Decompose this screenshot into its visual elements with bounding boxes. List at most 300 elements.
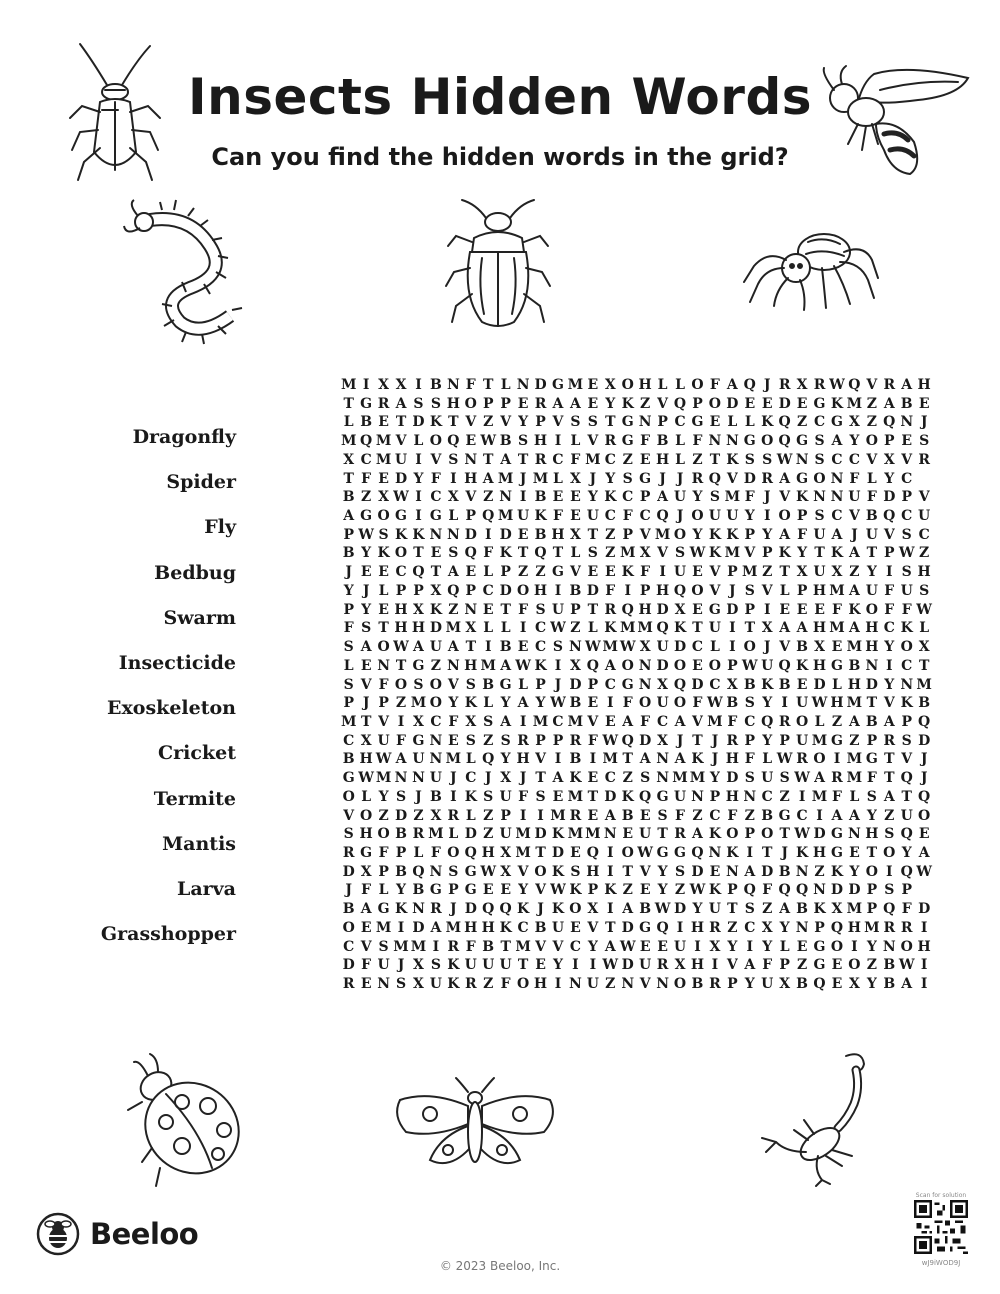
grid-letter[interactable]: S: [674, 545, 686, 562]
grid-letter[interactable]: J: [397, 957, 405, 974]
grid-letter[interactable]: O: [691, 377, 704, 393]
grid-letter[interactable]: L: [919, 620, 930, 637]
grid-letter[interactable]: G: [813, 957, 826, 974]
grid-letter[interactable]: N: [638, 657, 652, 674]
grid-letter[interactable]: O: [761, 826, 774, 843]
grid-letter[interactable]: N: [638, 676, 652, 693]
grid-letter[interactable]: X: [500, 863, 512, 880]
grid-letter[interactable]: R: [883, 919, 896, 936]
grid-letter[interactable]: A: [848, 545, 860, 562]
grid-letter[interactable]: X: [587, 901, 599, 918]
grid-letter[interactable]: R: [342, 976, 355, 992]
grid-letter[interactable]: H: [865, 826, 879, 843]
grid-letter[interactable]: W: [619, 938, 636, 955]
grid-letter[interactable]: M: [689, 770, 706, 787]
grid-letter[interactable]: K: [499, 919, 512, 936]
grid-letter[interactable]: H: [481, 919, 495, 936]
grid-letter[interactable]: C: [744, 919, 756, 936]
grid-letter[interactable]: Y: [692, 489, 703, 506]
grid-letter[interactable]: N: [429, 751, 443, 768]
grid-letter[interactable]: Y: [797, 545, 808, 562]
grid-letter[interactable]: X: [430, 582, 442, 599]
grid-letter[interactable]: O: [865, 601, 878, 618]
grid-letter[interactable]: I: [415, 508, 422, 525]
grid-letter[interactable]: I: [624, 582, 631, 599]
grid-letter[interactable]: X: [413, 976, 424, 992]
grid-letter[interactable]: A: [901, 377, 913, 393]
grid-letter[interactable]: F: [692, 433, 703, 450]
grid-letter[interactable]: E: [918, 826, 930, 843]
grid-letter[interactable]: T: [413, 545, 424, 562]
grid-letter[interactable]: P: [639, 489, 651, 506]
grid-letter[interactable]: W: [916, 601, 933, 618]
grid-letter[interactable]: X: [814, 639, 825, 656]
grid-letter[interactable]: V: [657, 395, 669, 412]
grid-letter[interactable]: P: [552, 732, 564, 749]
grid-letter[interactable]: E: [360, 657, 372, 674]
grid-letter[interactable]: D: [464, 901, 477, 918]
grid-letter[interactable]: I: [607, 901, 614, 918]
grid-letter[interactable]: H: [638, 601, 652, 618]
grid-letter[interactable]: G: [360, 395, 373, 412]
grid-letter[interactable]: A: [622, 901, 634, 918]
grid-letter[interactable]: B: [482, 676, 495, 693]
grid-letter[interactable]: F: [901, 601, 912, 618]
grid-letter[interactable]: E: [814, 601, 825, 618]
grid-letter[interactable]: G: [621, 676, 634, 693]
grid-letter[interactable]: P: [587, 676, 599, 693]
grid-letter[interactable]: H: [411, 620, 426, 637]
grid-letter[interactable]: J: [920, 414, 928, 431]
grid-letter[interactable]: F: [518, 788, 529, 805]
grid-letter[interactable]: U: [761, 770, 774, 787]
grid-letter[interactable]: F: [465, 377, 476, 393]
grid-letter[interactable]: S: [674, 863, 686, 880]
grid-letter[interactable]: Y: [884, 470, 895, 487]
grid-letter[interactable]: E: [604, 713, 616, 730]
grid-letter[interactable]: R: [517, 732, 529, 749]
grid-letter[interactable]: A: [831, 526, 843, 543]
grid-letter[interactable]: E: [796, 938, 808, 955]
grid-letter[interactable]: Z: [483, 826, 494, 843]
grid-letter[interactable]: L: [553, 470, 563, 487]
grid-letter[interactable]: R: [447, 807, 460, 824]
grid-letter[interactable]: Z: [762, 564, 773, 581]
grid-letter[interactable]: V: [692, 713, 703, 730]
grid-letter[interactable]: Y: [343, 582, 354, 599]
grid-letter[interactable]: A: [814, 770, 825, 787]
grid-letter[interactable]: N: [656, 976, 669, 992]
grid-letter[interactable]: L: [849, 788, 860, 805]
grid-letter[interactable]: Z: [866, 414, 877, 431]
grid-letter[interactable]: E: [639, 882, 651, 899]
grid-letter[interactable]: M: [340, 377, 357, 393]
grid-letter[interactable]: K: [778, 545, 791, 562]
grid-letter[interactable]: A: [883, 395, 895, 412]
grid-letter[interactable]: X: [657, 676, 669, 693]
grid-letter[interactable]: E: [378, 564, 389, 581]
grid-letter[interactable]: G: [342, 770, 355, 787]
grid-letter[interactable]: I: [415, 377, 422, 393]
grid-letter[interactable]: S: [430, 395, 441, 412]
grid-letter[interactable]: V: [779, 489, 791, 506]
grid-letter[interactable]: C: [430, 713, 442, 730]
grid-letter[interactable]: D: [412, 919, 425, 936]
grid-letter[interactable]: Z: [674, 882, 686, 899]
grid-letter[interactable]: P: [884, 545, 895, 562]
grid-letter[interactable]: H: [586, 863, 600, 880]
grid-letter[interactable]: L: [587, 620, 598, 637]
grid-letter[interactable]: A: [796, 620, 808, 637]
grid-letter[interactable]: I: [589, 957, 597, 974]
grid-letter[interactable]: K: [447, 976, 460, 992]
grid-letter[interactable]: H: [830, 695, 844, 712]
grid-letter[interactable]: H: [725, 788, 739, 805]
grid-letter[interactable]: O: [778, 508, 791, 525]
grid-letter[interactable]: T: [483, 451, 494, 468]
grid-letter[interactable]: O: [639, 695, 652, 712]
grid-letter[interactable]: E: [587, 695, 599, 712]
grid-letter[interactable]: Y: [884, 639, 895, 656]
grid-letter[interactable]: S: [814, 508, 825, 525]
grid-letter[interactable]: D: [673, 901, 687, 918]
grid-letter[interactable]: Q: [778, 414, 791, 431]
grid-letter[interactable]: T: [587, 601, 599, 618]
grid-letter[interactable]: V: [761, 582, 773, 599]
grid-letter[interactable]: D: [551, 844, 565, 861]
grid-letter[interactable]: P: [639, 582, 651, 599]
grid-letter[interactable]: G: [639, 919, 652, 936]
grid-letter[interactable]: Q: [586, 844, 599, 861]
grid-letter[interactable]: Q: [639, 788, 652, 805]
grid-letter[interactable]: Y: [849, 863, 860, 880]
grid-letter[interactable]: P: [343, 526, 354, 543]
grid-letter[interactable]: N: [377, 976, 390, 992]
grid-letter[interactable]: U: [708, 620, 722, 637]
grid-letter[interactable]: K: [848, 601, 861, 618]
grid-letter[interactable]: I: [833, 751, 841, 768]
grid-letter[interactable]: J: [763, 377, 771, 393]
grid-letter[interactable]: X: [796, 377, 808, 393]
grid-letter[interactable]: N: [429, 526, 443, 543]
grid-letter[interactable]: C: [569, 938, 581, 955]
grid-letter[interactable]: X: [413, 957, 424, 974]
grid-letter[interactable]: I: [851, 938, 858, 955]
grid-letter[interactable]: R: [883, 377, 896, 393]
grid-letter[interactable]: I: [920, 957, 928, 974]
grid-letter[interactable]: T: [395, 414, 407, 431]
grid-letter[interactable]: P: [395, 844, 407, 861]
grid-letter[interactable]: S: [744, 901, 755, 918]
grid-letter[interactable]: B: [796, 639, 809, 656]
grid-letter[interactable]: S: [413, 676, 424, 693]
grid-letter[interactable]: E: [360, 919, 372, 936]
grid-letter[interactable]: B: [360, 414, 373, 431]
grid-letter[interactable]: Z: [796, 957, 808, 974]
grid-letter[interactable]: V: [378, 713, 390, 730]
grid-letter[interactable]: X: [343, 451, 355, 468]
grid-letter[interactable]: K: [499, 545, 512, 562]
grid-letter[interactable]: G: [830, 826, 843, 843]
grid-letter[interactable]: X: [657, 732, 669, 749]
grid-letter[interactable]: V: [883, 526, 895, 543]
grid-letter[interactable]: V: [726, 470, 738, 487]
grid-letter[interactable]: I: [537, 807, 544, 824]
grid-letter[interactable]: L: [709, 639, 720, 656]
grid-letter[interactable]: O: [621, 377, 634, 393]
grid-letter[interactable]: C: [604, 508, 616, 525]
grid-letter[interactable]: E: [692, 564, 703, 581]
grid-letter[interactable]: F: [552, 508, 563, 525]
grid-letter[interactable]: V: [535, 751, 546, 768]
grid-letter[interactable]: V: [639, 526, 651, 543]
grid-letter[interactable]: V: [569, 564, 581, 581]
grid-letter[interactable]: D: [621, 919, 634, 936]
grid-letter[interactable]: J: [362, 582, 370, 599]
grid-letter[interactable]: I: [554, 582, 562, 599]
grid-letter[interactable]: H: [446, 395, 460, 412]
grid-letter[interactable]: Y: [901, 844, 912, 861]
grid-letter[interactable]: B: [482, 938, 495, 955]
grid-letter[interactable]: H: [847, 919, 862, 936]
grid-letter[interactable]: M: [445, 620, 462, 637]
grid-letter[interactable]: H: [464, 657, 478, 674]
grid-letter[interactable]: I: [432, 938, 440, 955]
grid-letter[interactable]: B: [761, 807, 774, 824]
grid-letter[interactable]: Q: [918, 713, 931, 730]
grid-letter[interactable]: A: [726, 377, 738, 393]
grid-letter[interactable]: Y: [692, 526, 703, 543]
grid-letter[interactable]: Q: [778, 657, 791, 674]
grid-letter[interactable]: U: [412, 751, 425, 768]
grid-letter[interactable]: N: [446, 657, 460, 674]
grid-letter[interactable]: A: [779, 620, 791, 637]
grid-letter[interactable]: L: [866, 470, 877, 487]
grid-letter[interactable]: T: [779, 826, 790, 843]
grid-letter[interactable]: D: [726, 601, 739, 618]
grid-letter[interactable]: M: [340, 713, 357, 730]
grid-letter[interactable]: S: [744, 770, 755, 787]
grid-letter[interactable]: R: [726, 732, 739, 749]
grid-letter[interactable]: M: [585, 826, 601, 843]
grid-letter[interactable]: D: [865, 676, 878, 693]
grid-letter[interactable]: G: [621, 414, 634, 431]
grid-letter[interactable]: V: [552, 938, 564, 955]
grid-letter[interactable]: S: [779, 770, 790, 787]
grid-letter[interactable]: G: [551, 564, 564, 581]
grid-letter[interactable]: V: [866, 377, 878, 393]
grid-letter[interactable]: M: [829, 620, 845, 637]
grid-letter[interactable]: W: [515, 657, 531, 674]
grid-letter[interactable]: X: [378, 489, 390, 506]
grid-letter[interactable]: U: [377, 957, 390, 974]
grid-letter[interactable]: Q: [656, 620, 669, 637]
grid-letter[interactable]: K: [551, 826, 565, 843]
grid-letter[interactable]: Z: [361, 489, 372, 506]
grid-letter[interactable]: G: [813, 938, 826, 955]
grid-letter[interactable]: A: [744, 863, 756, 880]
grid-letter[interactable]: X: [500, 770, 512, 787]
grid-letter[interactable]: G: [708, 601, 721, 618]
grid-letter[interactable]: D: [883, 489, 896, 506]
grid-letter[interactable]: Z: [483, 414, 494, 431]
grid-letter[interactable]: V: [587, 919, 599, 936]
grid-letter[interactable]: S: [744, 695, 755, 712]
grid-letter[interactable]: C: [674, 414, 686, 431]
grid-letter[interactable]: G: [412, 657, 425, 674]
grid-letter[interactable]: L: [413, 844, 424, 861]
grid-letter[interactable]: A: [447, 564, 459, 581]
grid-letter[interactable]: K: [830, 545, 844, 562]
grid-letter[interactable]: F: [378, 844, 389, 861]
grid-letter[interactable]: O: [708, 395, 721, 412]
grid-letter[interactable]: X: [639, 639, 651, 656]
grid-letter[interactable]: A: [779, 526, 791, 543]
grid-letter[interactable]: J: [519, 770, 527, 787]
grid-letter[interactable]: E: [500, 882, 511, 899]
grid-letter[interactable]: L: [570, 545, 581, 562]
grid-letter[interactable]: Z: [744, 807, 755, 824]
grid-letter[interactable]: N: [813, 489, 826, 506]
grid-letter[interactable]: D: [743, 470, 756, 487]
grid-letter[interactable]: P: [779, 957, 790, 974]
grid-letter[interactable]: C: [604, 451, 616, 468]
grid-letter[interactable]: N: [429, 732, 443, 749]
grid-letter[interactable]: X: [831, 901, 843, 918]
grid-letter[interactable]: T: [587, 526, 599, 543]
grid-letter[interactable]: I: [886, 863, 893, 880]
grid-letter[interactable]: H: [812, 582, 827, 599]
grid-letter[interactable]: G: [830, 657, 843, 674]
grid-letter[interactable]: K: [604, 620, 617, 637]
grid-letter[interactable]: A: [848, 620, 860, 637]
grid-letter[interactable]: O: [429, 676, 442, 693]
grid-letter[interactable]: Q: [412, 564, 425, 581]
grid-letter[interactable]: Y: [744, 976, 755, 992]
grid-letter[interactable]: K: [621, 788, 634, 805]
grid-letter[interactable]: B: [534, 489, 547, 506]
grid-letter[interactable]: H: [725, 751, 739, 768]
grid-letter[interactable]: A: [360, 901, 372, 918]
grid-letter[interactable]: A: [430, 919, 442, 936]
grid-letter[interactable]: Y: [866, 938, 877, 955]
grid-letter[interactable]: K: [604, 489, 617, 506]
grid-letter[interactable]: J: [781, 844, 788, 861]
grid-letter[interactable]: T: [918, 657, 930, 674]
grid-letter[interactable]: Z: [517, 564, 529, 581]
grid-letter[interactable]: Y: [762, 938, 773, 955]
grid-letter[interactable]: Q: [621, 732, 634, 749]
grid-letter[interactable]: R: [796, 751, 808, 768]
grid-letter[interactable]: X: [413, 601, 424, 618]
grid-letter[interactable]: L: [378, 582, 389, 599]
grid-letter[interactable]: O: [342, 788, 355, 805]
grid-letter[interactable]: Z: [483, 732, 494, 749]
grid-letter[interactable]: I: [694, 938, 701, 955]
grid-letter[interactable]: R: [447, 938, 460, 955]
grid-letter[interactable]: M: [724, 489, 741, 506]
grid-letter[interactable]: G: [778, 807, 791, 824]
grid-letter[interactable]: C: [918, 526, 930, 543]
grid-letter[interactable]: E: [639, 938, 651, 955]
grid-letter[interactable]: W: [898, 545, 915, 562]
grid-letter[interactable]: I: [554, 657, 562, 674]
grid-letter[interactable]: X: [569, 657, 581, 674]
grid-letter[interactable]: M: [567, 377, 584, 393]
grid-letter[interactable]: I: [763, 601, 771, 618]
grid-letter[interactable]: S: [343, 826, 354, 843]
grid-letter[interactable]: P: [866, 732, 878, 749]
grid-letter[interactable]: Q: [447, 433, 460, 450]
grid-letter[interactable]: I: [519, 620, 527, 637]
grid-letter[interactable]: V: [587, 713, 599, 730]
grid-letter[interactable]: U: [656, 695, 669, 712]
grid-letter[interactable]: P: [413, 582, 424, 599]
grid-letter[interactable]: I: [519, 713, 527, 730]
grid-letter[interactable]: Z: [727, 919, 738, 936]
grid-letter[interactable]: U: [586, 976, 599, 992]
grid-letter[interactable]: V: [360, 676, 372, 693]
grid-letter[interactable]: J: [676, 470, 684, 487]
grid-letter[interactable]: J: [851, 526, 858, 543]
grid-letter[interactable]: T: [552, 545, 564, 562]
grid-letter[interactable]: K: [621, 395, 634, 412]
grid-letter[interactable]: U: [673, 788, 687, 805]
grid-letter[interactable]: L: [448, 826, 459, 843]
grid-letter[interactable]: U: [516, 508, 530, 525]
grid-letter[interactable]: O: [883, 844, 896, 861]
grid-letter[interactable]: G: [360, 508, 373, 525]
grid-letter[interactable]: K: [394, 901, 408, 918]
grid-letter[interactable]: Y: [866, 807, 877, 824]
grid-letter[interactable]: V: [639, 863, 651, 880]
grid-letter[interactable]: P: [395, 582, 407, 599]
grid-letter[interactable]: P: [814, 919, 825, 936]
grid-letter[interactable]: B: [691, 976, 704, 992]
grid-letter[interactable]: M: [532, 713, 549, 730]
grid-letter[interactable]: T: [448, 414, 459, 431]
grid-letter[interactable]: H: [812, 844, 827, 861]
grid-letter[interactable]: K: [534, 508, 547, 525]
grid-letter[interactable]: P: [727, 564, 738, 581]
grid-letter[interactable]: Q: [621, 601, 634, 618]
grid-letter[interactable]: V: [500, 414, 512, 431]
grid-letter[interactable]: D: [656, 601, 669, 618]
grid-letter[interactable]: N: [516, 377, 530, 393]
grid-letter[interactable]: G: [377, 901, 390, 918]
grid-letter[interactable]: Z: [831, 713, 843, 730]
grid-letter[interactable]: Q: [534, 545, 547, 562]
grid-letter[interactable]: W: [794, 770, 810, 787]
grid-letter[interactable]: O: [377, 639, 390, 656]
grid-letter[interactable]: S: [884, 826, 895, 843]
grid-letter[interactable]: K: [796, 844, 809, 861]
grid-letter[interactable]: V: [657, 545, 669, 562]
grid-letter[interactable]: C: [848, 451, 860, 468]
grid-letter[interactable]: U: [639, 957, 652, 974]
grid-letter[interactable]: T: [517, 451, 529, 468]
grid-letter[interactable]: O: [621, 844, 634, 861]
grid-letter[interactable]: A: [901, 976, 913, 992]
grid-letter[interactable]: K: [604, 882, 617, 899]
grid-letter[interactable]: F: [797, 526, 808, 543]
grid-letter[interactable]: S: [901, 526, 912, 543]
grid-letter[interactable]: K: [464, 695, 477, 712]
grid-letter[interactable]: A: [482, 470, 494, 487]
grid-letter[interactable]: Z: [866, 395, 877, 412]
grid-letter[interactable]: L: [465, 807, 476, 824]
grid-letter[interactable]: O: [865, 863, 878, 880]
